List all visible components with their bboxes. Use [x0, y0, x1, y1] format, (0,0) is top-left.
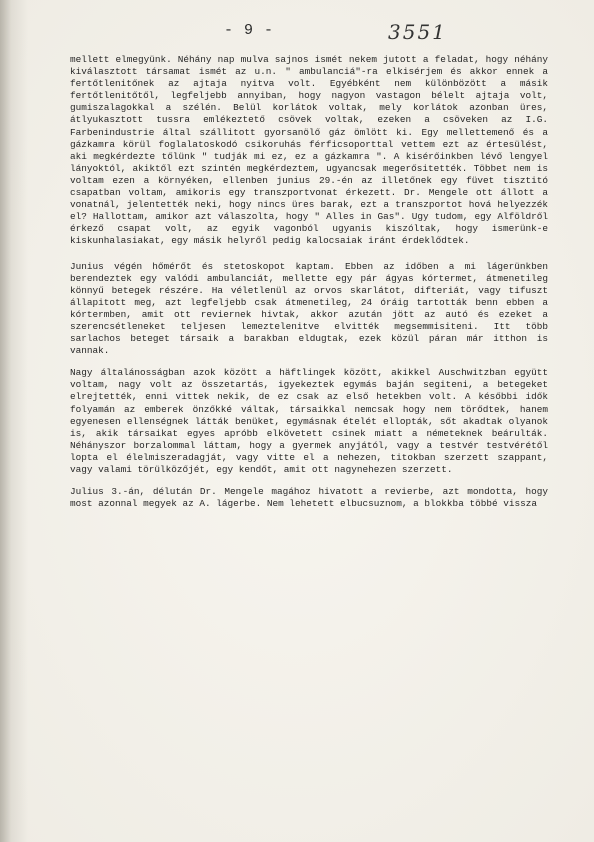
- paragraph-ambulance: Junius végén hőmérőt és stetoskopot kaptam. Ebben az időben a mi lágerünkben berendeztek egy valódi ambulanciát, mellette egy pár ágyas kórtermet, átmenetileg könnyű betegek részére. Ha véletlenül az orvos skarlátot, difteriát, vagy tifuszt állapitott meg, azt legfeljebb csak átmenetileg, 24 óráig tartották benn ebben a kórtermben, amit ott reviernek hivtak, akkor azután jött az autó és ezeket a szerencsétleneket teljesen lemeztelenitve elvitték megsemmisiteni. Itt több sarlachos beteget társaik a barakban eldugtak, ezek közül páran már itthon is vannak.: [70, 260, 548, 357]
- paragraph-gas-chamber: mellett elmegyünk. Néhány nap mulva sajnos ismét nekem jutott a feladat, hogy néhány kiválasztott társamat ismét az u.n. " ambulanciá"-ra elkisérjem és akkor ennek a fertőtlenitőnek az ajtaja nyitva volt. Egyébként nem különbözött a másik fertőtlenitőtől, legfeljebb annyiban, hogy nagyon vastagon bélelt ajtaja volt, gumiszalagokkal a szélén. Belül korlátok voltak, mely korlátok azonban üres, átlyukasztott tussra emlékeztető csövek voltak, ezeken a csöveken az I.G. Farbenindustrie által szállitott gyorsanölő gáz ömlött ki. Egy mellettemenő és a gázkamra körül foglalatoskodó csikoruhás férficsoporttal vettem ezt az értesülést, aki megkérdezte tőlünk " tudják mi ez, ez a gázkamra ". A kisérőinkben lévő lengyel lányoktól, akiktől ezt szintén megkérdeztem, ugyancsak megerősitették. Többet nem is voltam ezen a környéken, ellenben junius 29.-én az illetőnek egy füvet tisztitó csapatban voltam, amikoris egy transzportvonat érkezett. Dr. Mengele ott állott a vonatnál, jelentették neki, hogy nincs üres barak, ezt a transzportot hová helyezzék el? Hallottam, amikor azt válaszolta, hogy " Alles in Gas". Ugy tudom, egy Alföldről érkező csapat volt, az egyik vagonból ugyanis kiszóltak, hogy ismerünk-e kiskunhalasiakat, egy másik helyről pedig kalocsaiak iránt érdeklődtek.: [70, 54, 548, 247]
- page-number: - 9 -: [224, 22, 275, 39]
- document-body: [70, 54, 548, 520]
- scan-edge-shadow: [0, 0, 28, 842]
- paragraph-solidarity: Nagy általánosságban azok között a häftlingek között, akikkel Auschwitzban együtt voltam, nagy volt az összetartás, igyekeztek egymás baján segiteni, a betegeket elrejtették, enni vittek nekik, de ez csak az első hetekben volt. A későbbi idők folyamán az emberek önzőkké váltak, társaikkal nemcsak hogy nem törődtek, hanem egyenesen ellenségnek látták benüket, egymásnak ételét ellopták, sőt akadtak olyanok is, akik társaikat egyes apróbb elkövetett csinek miatt a németeknek beárulták. Néhányszor borzalommal láttam, hogy a gyermek anyjától, vagy a testvér testvérétől lopta el élelmiszeradagját, vagy vitte el a nehezen, titokban szerzett szappant, vagy valami törülközőjét, egy kendőt, amit ott nagynehezen szerzett.: [70, 367, 548, 475]
- paragraph-july-third: Julius 3.-án, délután Dr. Mengele magához hivatott a revierbe, azt mondotta, hogy most azonnal megyek az A. lágerbe. Nem lehetett elbucsuznom, a blokkba többé vissza: [70, 486, 548, 510]
- archive-number-handwritten: 3551: [388, 20, 447, 44]
